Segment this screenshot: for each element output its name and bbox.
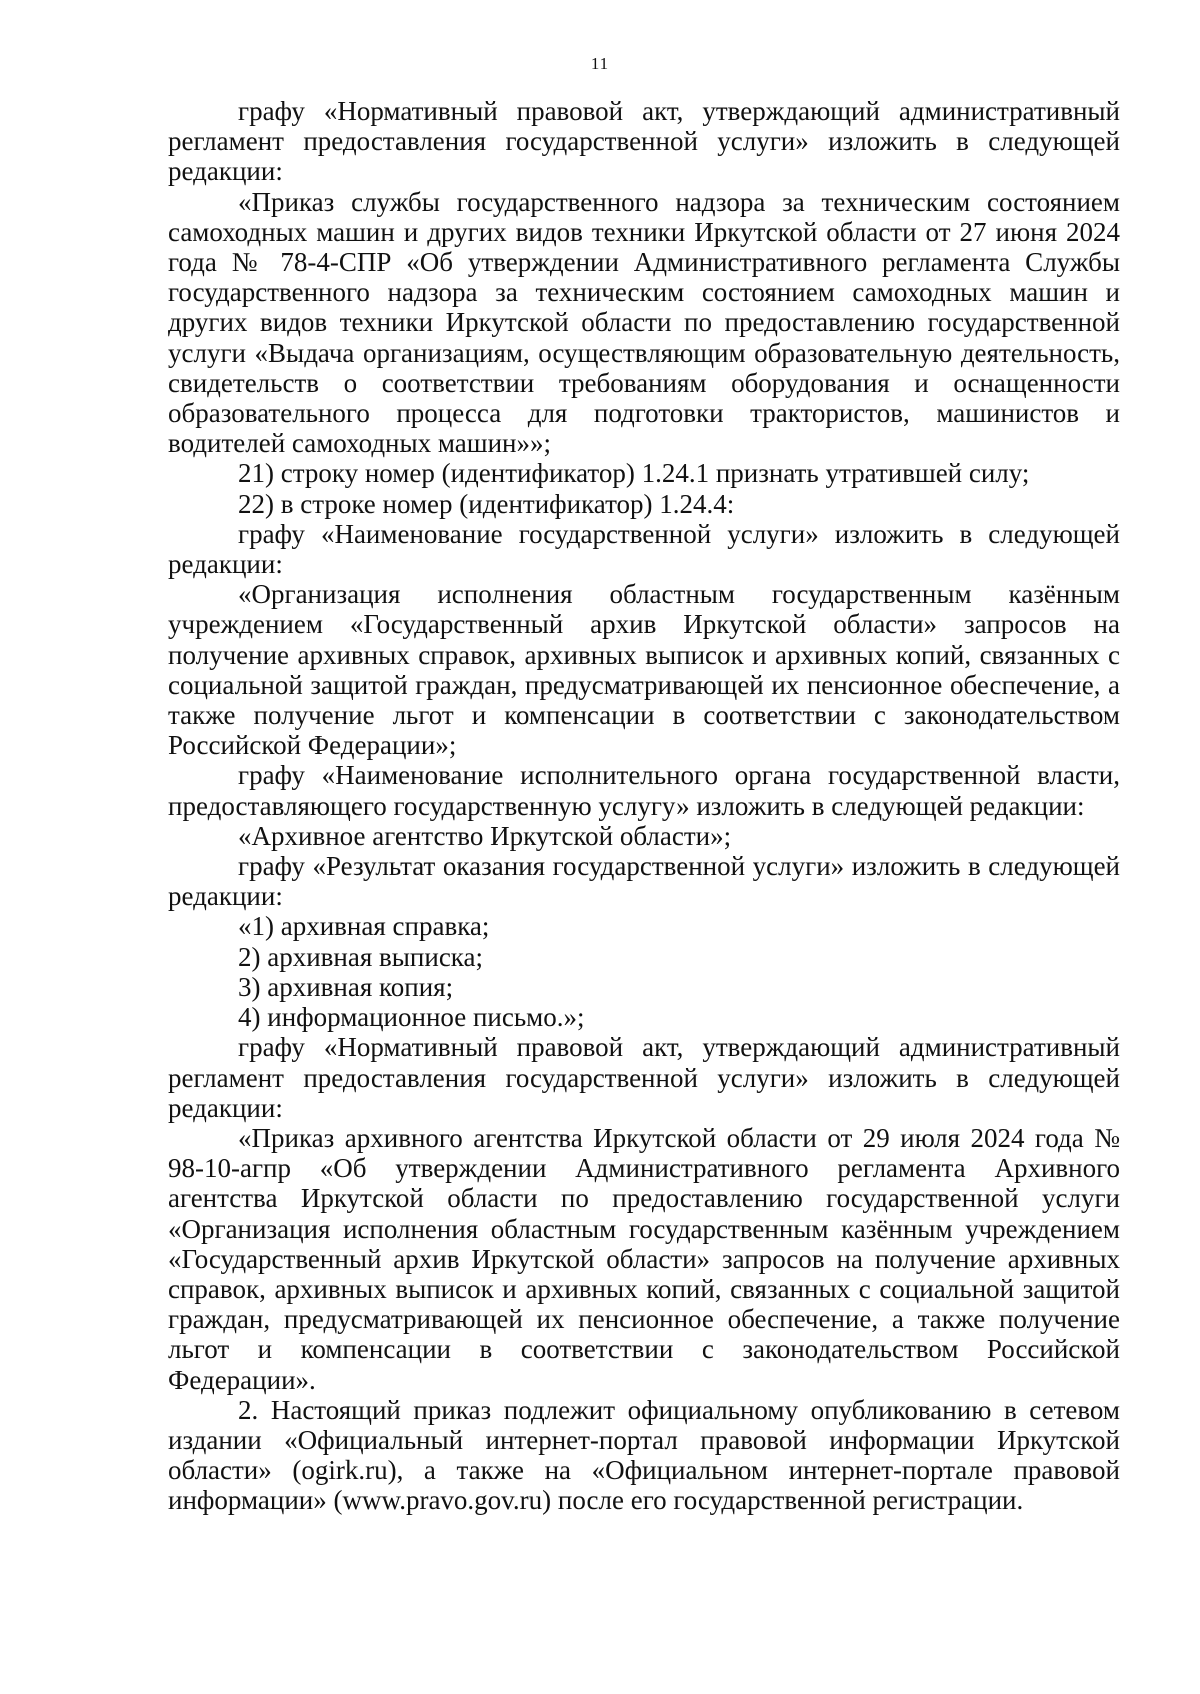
list-item: 3) архивная копия; bbox=[238, 971, 454, 1002]
list-item: 2) архивная выписка; bbox=[238, 941, 483, 972]
paragraph: «Организация исполнения областным государственным казённым учреждением «Государственный архив Иркутской области» запросов на получение архивных справок, архивных выписок и архивных копий, связанных с социальной защитой граждан, предусматривающей их пенсионное обеспечение, а также получение льгот и компенсации в соответствии с законодательством Российской Федерации»; bbox=[168, 579, 1120, 761]
paragraph: графу «Наименование исполнительного органа государственной власти, предоставляющего государственную услугу» изложить в следующей редакции: bbox=[168, 760, 1120, 821]
list-item: 4) информационное письмо.»; bbox=[238, 1002, 585, 1033]
paragraph: графу «Нормативный правовой акт, утверждающий административный регламент предоставления государственной услуги» изложить в следующей редакции: bbox=[168, 96, 1120, 187]
paragraph: «Приказ службы государственного надзора за техническим состоянием самоходных машин и других видов техники Иркутской области от 27 июня 2024 года № 78-4-СПР «Об утверждении Административного регламента Службы государственного надзора за техническим состоянием самоходных машин и других видов техники Иркутской области по предоставлению государственной услуги «Выдача организациям, осуществляющим образовательную деятельность, свидетельств о соответствии требованиям оборудования и оснащенности образовательного процесса для подготовки трактористов, машинистов и водителей самоходных машин»»; bbox=[168, 186, 1120, 459]
paragraph: графу «Результат оказания государственной услуги» изложить в следующей редакции: bbox=[168, 851, 1120, 912]
list-item: «1) архивная справка; bbox=[238, 911, 490, 942]
paragraph: «Архивное агентство Иркутской области»; bbox=[238, 820, 732, 851]
paragraph: графу «Наименование государственной услуги» изложить в следующей редакции: bbox=[168, 518, 1120, 580]
paragraph: 2. Настоящий приказ подлежит официальному опубликованию в сетевом издании «Официальный интернет-портал правовой информации Иркутской области» (ogirk.ru), а также на «Официальном интернет-портале правовой информации» (www.pravo.gov.ru) после его государственной регистрации. bbox=[168, 1394, 1120, 1516]
paragraph: «Приказ архивного агентства Иркутской области от 29 июля 2024 года № 98-10-агпр «Об утверждении Административного регламента Архивного агентства Иркутской области по предоставлению государственной услуги «Организация исполнения областным государственным казённым учреждением «Государственный архив Иркутской области» запросов на получение архивных справок, архивных выписок и архивных копий, связанных с социальной защитой граждан, предусматривающей их пенсионное обеспечение, а также получение льгот и компенсации в соответствии с законодательством Российской Федерации». bbox=[168, 1122, 1120, 1395]
paragraph: графу «Нормативный правовой акт, утверждающий административный регламент предоставления государственной услуги» изложить в следующей редакции: bbox=[168, 1032, 1120, 1123]
page-number: 11 bbox=[590, 54, 610, 73]
paragraph: 22) в строке номер (идентификатор) 1.24.4: bbox=[238, 488, 735, 519]
document-body bbox=[168, 96, 1120, 1516]
paragraph: 21) строку номер (идентификатор) 1.24.1 признать утратившей силу; bbox=[238, 458, 1030, 489]
